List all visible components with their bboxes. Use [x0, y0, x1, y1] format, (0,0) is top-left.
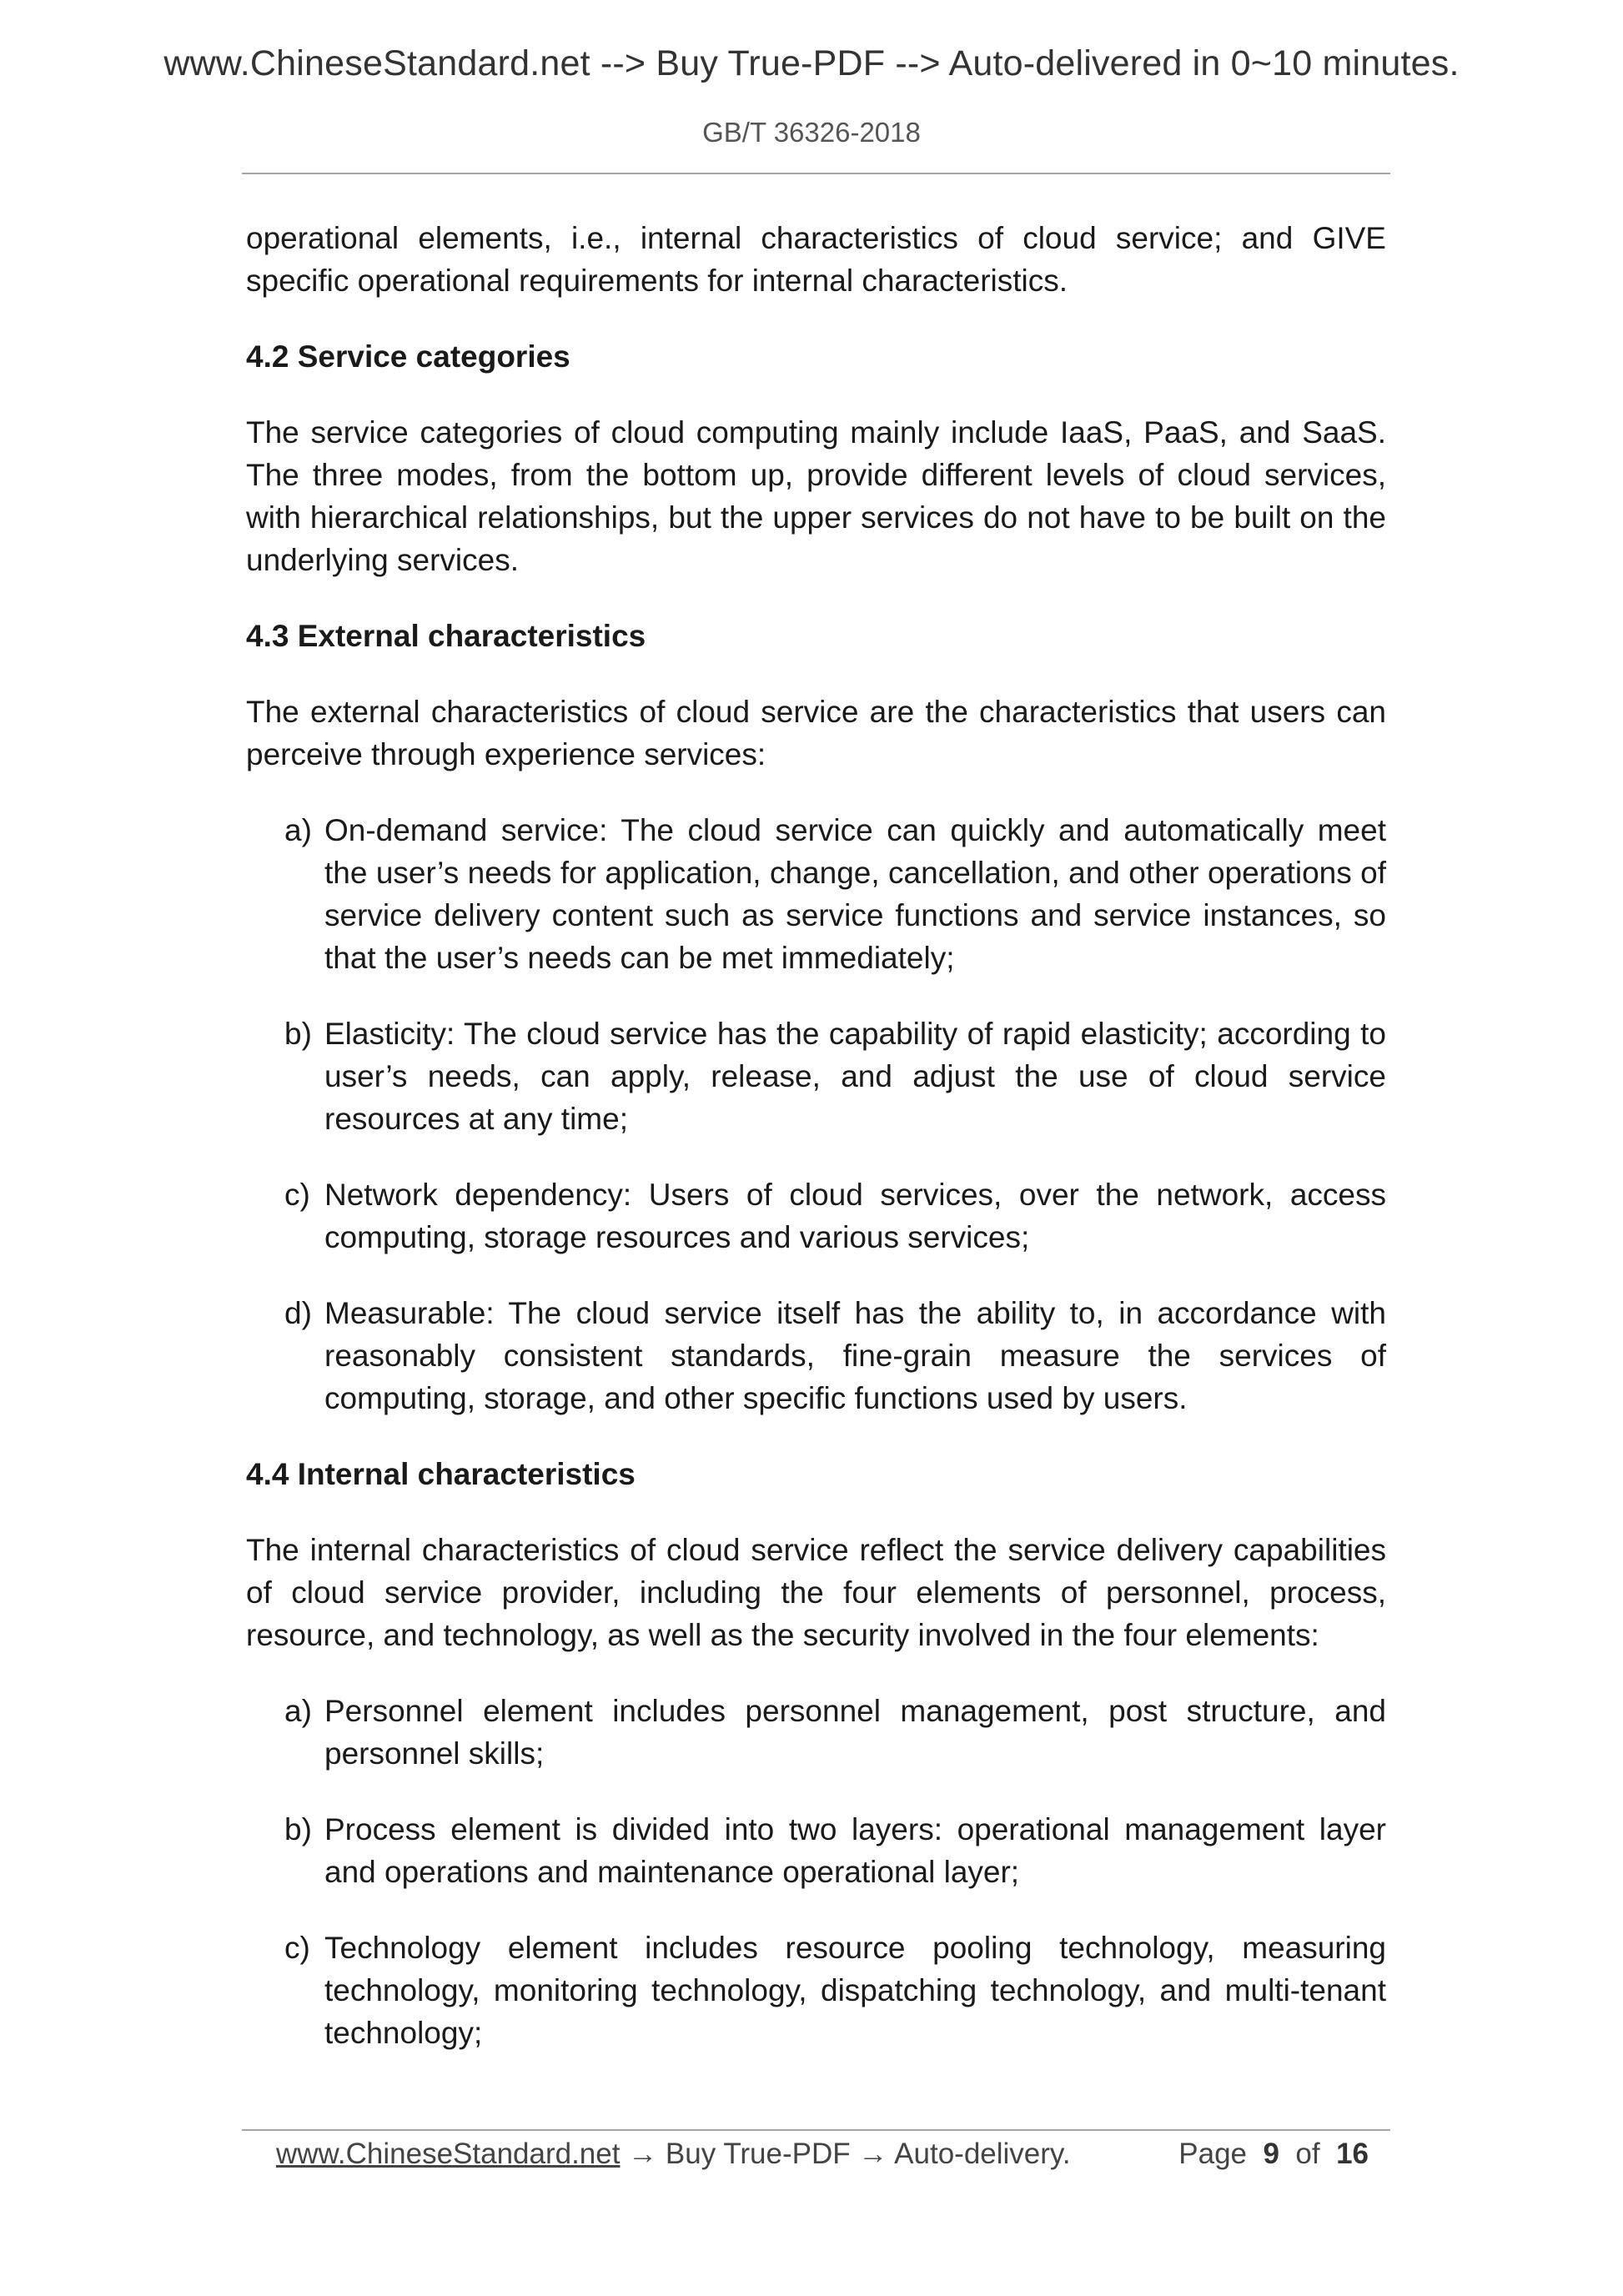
document-code: GB/T 36326-2018	[702, 117, 921, 148]
top-banner: www.ChineseStandard.net --> Buy True-PDF --> Auto-delivered in 0~10 minutes.	[163, 43, 1460, 83]
header-divider	[242, 173, 1390, 174]
footer-site-link[interactable]: www.ChineseStandard.net	[276, 2138, 621, 2170]
list-item-external-c	[246, 1173, 1386, 1259]
list-item-external-b	[246, 1012, 1386, 1140]
page-content	[246, 217, 1386, 2088]
list-marker: d)	[284, 1296, 312, 1330]
list-item-text: On-demand service: The cloud service can quickly and automatically meet the user’s needs for application, change, cancellation, and other operations of service delivery content such as service functions and service instances, so that the user’s needs can be met immediately;	[324, 813, 1386, 975]
page-indicator	[1178, 2138, 1369, 2171]
list-marker: a)	[284, 813, 312, 847]
list-marker: c)	[284, 1178, 310, 1212]
section-4-2-paragraph: The service categories of cloud computing mainly include IaaS, PaaS, and SaaS. The three modes, from the bottom up, provide different levels of cloud services, with hierarchical relationships, but the upper services do not have to be built on the underlying services.	[246, 415, 1386, 577]
list-marker: b)	[284, 1812, 312, 1846]
page-total: 16	[1336, 2138, 1369, 2170]
list-item-external-a	[246, 809, 1386, 979]
list-item-internal-b	[246, 1808, 1386, 1893]
list-marker: b)	[284, 1017, 312, 1051]
section-4-2-heading: 4.2 Service categories	[246, 339, 570, 374]
section-4-4-heading: 4.4 Internal characteristics	[246, 1457, 636, 1491]
page-footer	[276, 2138, 1369, 2171]
list-item-text: Personnel element includes personnel management, post structure, and personnel skills;	[324, 1694, 1386, 1771]
page-of: of	[1295, 2138, 1320, 2170]
list-item-text: Technology element includes resource pooling technology, measuring technology, monitoring technology, dispatching technology, and multi-tenant technology;	[324, 1931, 1386, 2050]
list-item-internal-a	[246, 1690, 1386, 1775]
list-item-internal-c	[246, 1927, 1386, 2054]
list-item-text: Process element is divided into two layers: operational management layer and operations and maintenance operational layer;	[324, 1812, 1386, 1889]
page-current: 9	[1263, 2138, 1279, 2170]
footer-tagline: → Buy True-PDF → Auto-delivery.	[620, 2138, 1071, 2170]
list-item-text: Network dependency: Users of cloud services, over the network, access computing, storage resources and various services;	[324, 1178, 1386, 1254]
list-item-text: Elasticity: The cloud service has the capability of rapid elasticity; according to user’s needs, can apply, release, and adjust the use of cloud service resources at any time;	[324, 1017, 1386, 1136]
list-marker: a)	[284, 1694, 312, 1728]
list-marker: c)	[284, 1931, 310, 1965]
section-4-3-paragraph: The external characteristics of cloud service are the characteristics that users can perceive through experience services:	[246, 695, 1386, 771]
section-4-4-paragraph: The internal characteristics of cloud service reflect the service delivery capabilities of cloud service provider, including the four elements of personnel, process, resource, and technology, as well as the security involved in the four elements:	[246, 1533, 1386, 1652]
page-label: Page	[1178, 2138, 1248, 2170]
section-4-3-heading: 4.3 External characteristics	[246, 619, 646, 653]
list-item-external-d	[246, 1292, 1386, 1419]
footer-divider	[242, 2129, 1390, 2131]
intro-paragraph: operational elements, i.e., internal characteristics of cloud service; and GIVE specific operational requirements for internal characteristics.	[246, 221, 1386, 298]
list-item-text: Measurable: The cloud service itself has the ability to, in accordance with reasonably consistent standards, fine-grain measure the services of computing, storage, and other specific functions used by users.	[324, 1296, 1386, 1415]
